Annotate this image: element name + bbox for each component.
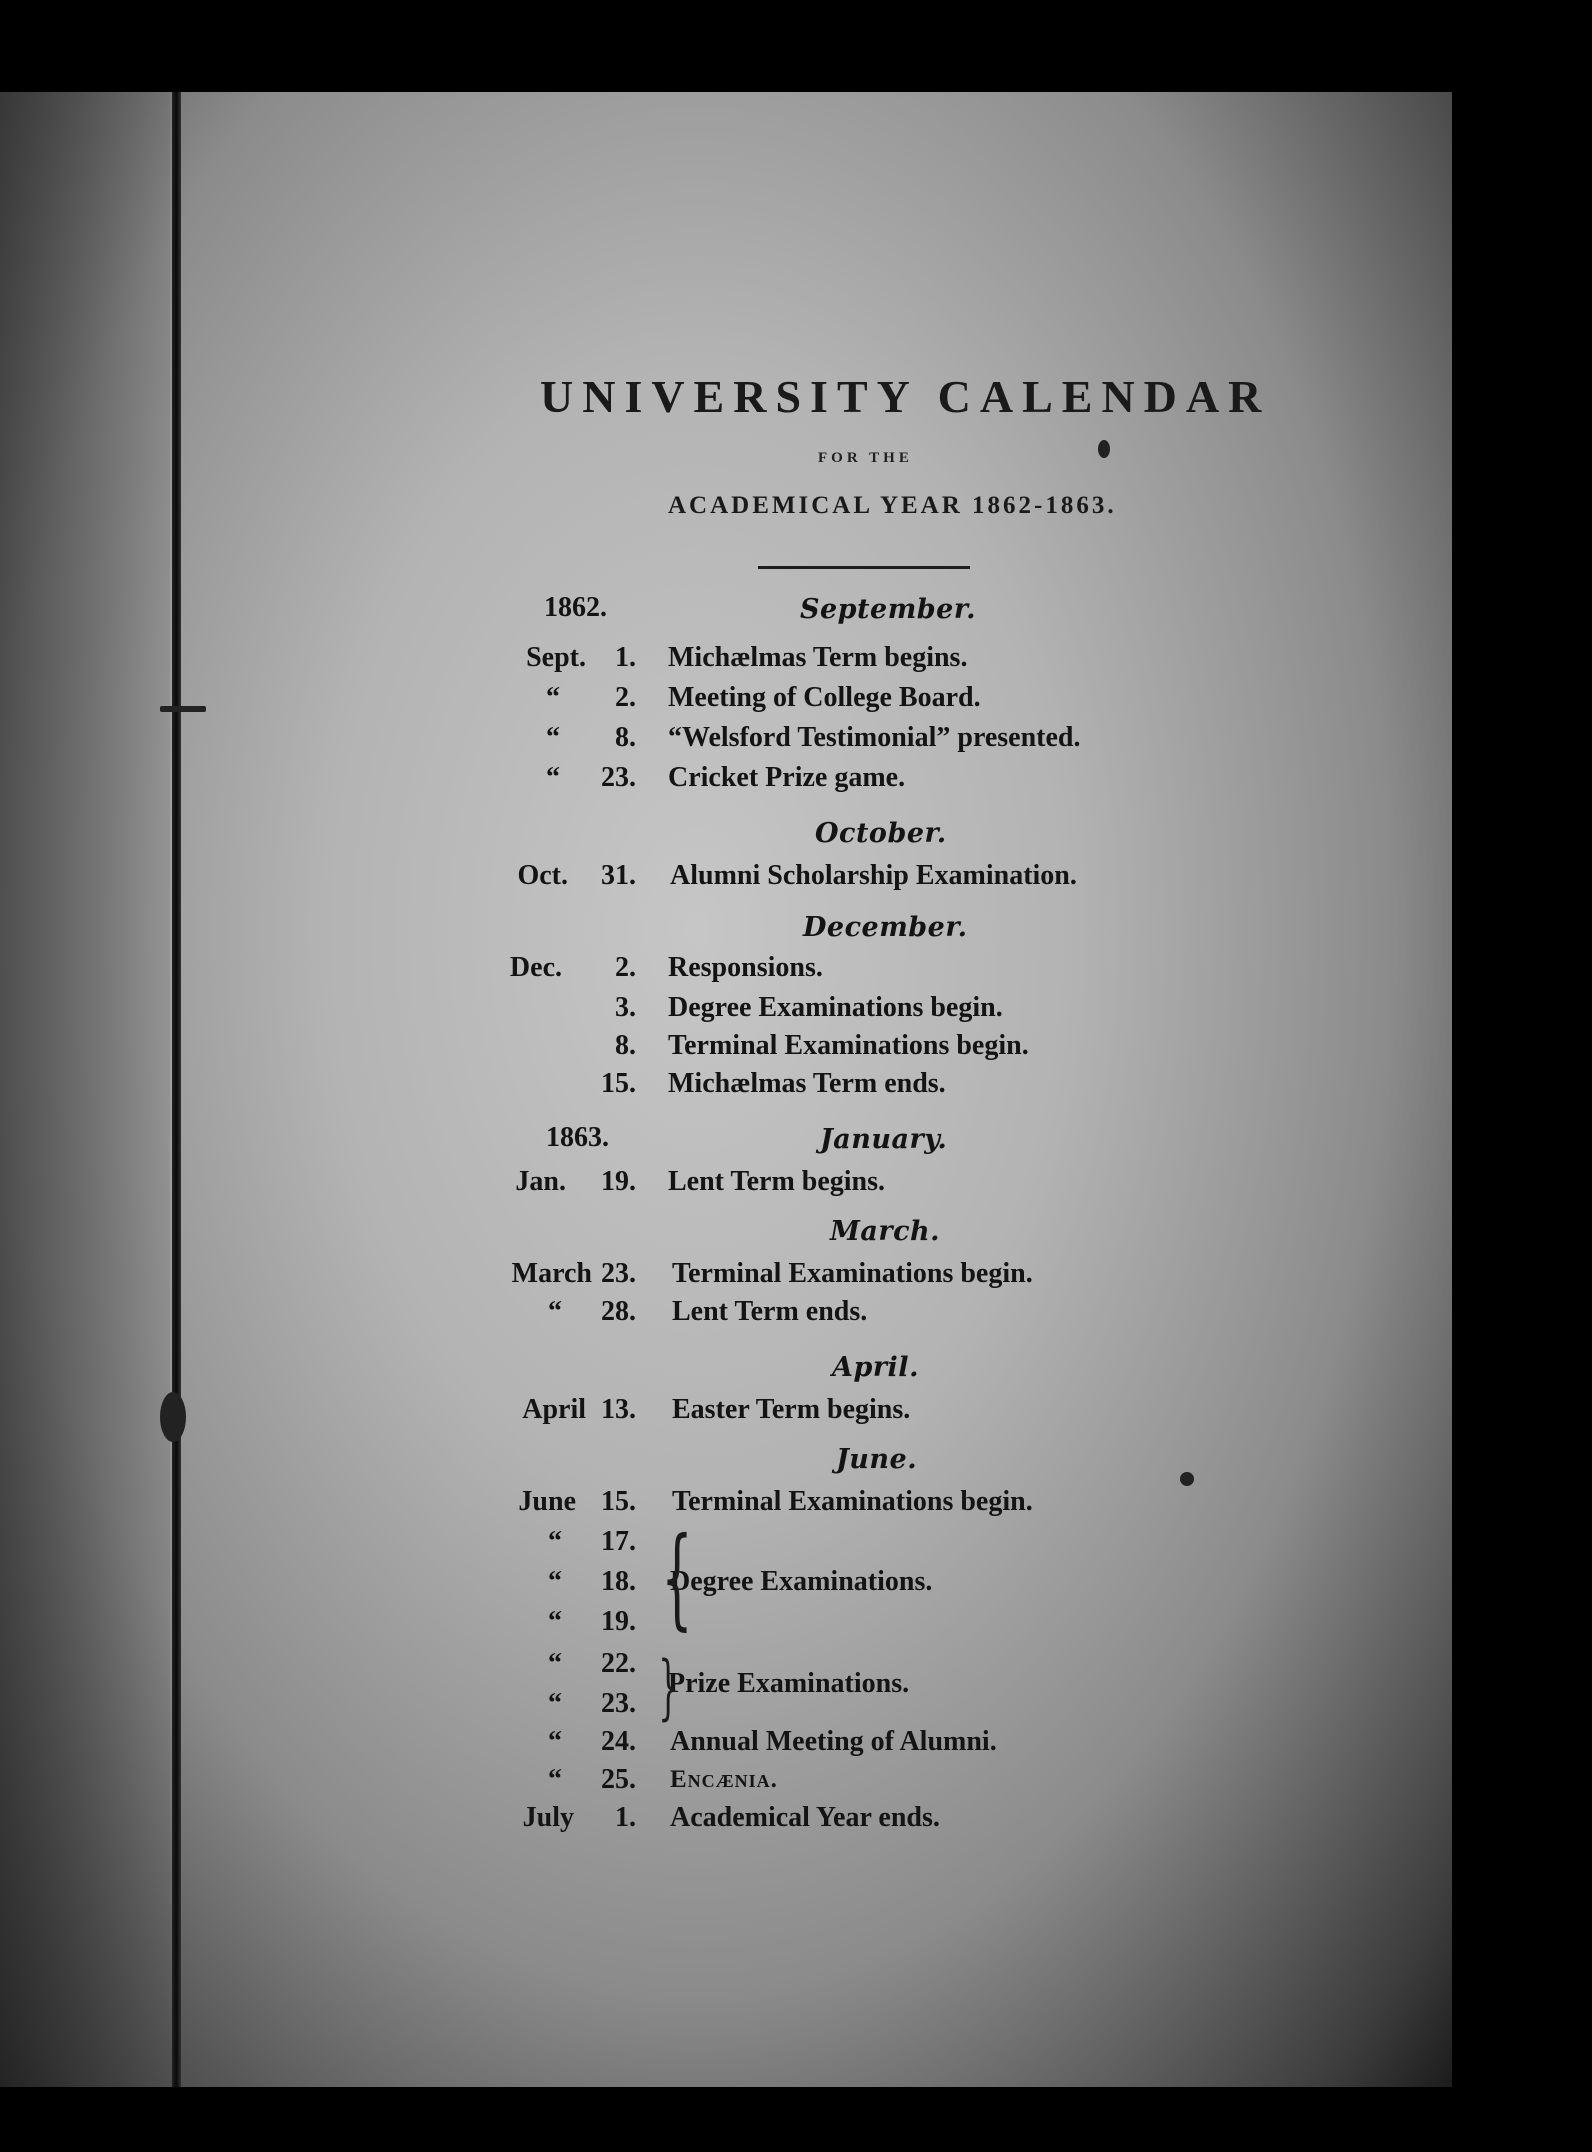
entry-day: 15.: [601, 1486, 636, 1517]
entry-day: 18.: [601, 1566, 636, 1597]
entry-day: 28.: [601, 1296, 636, 1327]
page-gutter-shadow: [0, 92, 170, 2087]
book-page: [0, 92, 1452, 2087]
entry-month: Sept.: [526, 642, 586, 673]
header-divider-rule: [758, 566, 970, 569]
entry-event: Alumni Scholarship Examination.: [670, 860, 1077, 891]
month-heading-april: April.: [832, 1352, 919, 1383]
entry-event: Degree Examinations begin.: [668, 992, 1003, 1023]
ink-blot-mark: [160, 706, 206, 712]
entry-event: “Welsford Testimonial” presented.: [668, 722, 1081, 753]
entry-month: “: [548, 1566, 562, 1597]
entry-month: Jan.: [515, 1166, 566, 1197]
entry-day: 23.: [601, 762, 636, 793]
entry-day: 19.: [601, 1166, 636, 1197]
month-heading-october: October.: [815, 818, 947, 849]
entry-day: 17.: [601, 1526, 636, 1557]
grouping-brace: {: [661, 1513, 693, 1641]
entry-month: “: [548, 1296, 562, 1327]
entry-day: 8.: [615, 722, 636, 753]
entry-month: “: [548, 1764, 562, 1795]
entry-day: 1.: [615, 642, 636, 673]
ink-blot-mark: [1098, 440, 1110, 458]
entry-event: Terminal Examinations begin.: [672, 1486, 1033, 1517]
entry-day: 22.: [601, 1648, 636, 1679]
entry-day: 13.: [601, 1394, 636, 1425]
entry-month: “: [548, 1606, 562, 1637]
entry-event: Encænia.: [670, 1766, 778, 1793]
entry-event: Annual Meeting of Alumni.: [670, 1726, 997, 1757]
entry-month: “: [548, 1726, 562, 1757]
entry-event: Meeting of College Board.: [668, 682, 981, 713]
month-heading-september: September.: [800, 594, 976, 625]
year-heading: 1863.: [546, 1122, 609, 1153]
month-heading-december: December.: [803, 912, 968, 943]
month-heading-june: June.: [836, 1444, 918, 1475]
entry-day: 23.: [601, 1258, 636, 1289]
entry-month: July: [522, 1802, 574, 1833]
entry-day: 1.: [615, 1802, 636, 1833]
entry-event: Easter Term begins.: [672, 1394, 911, 1425]
page-subtitle: ACADEMICAL YEAR 1862-1863.: [668, 492, 1117, 519]
entry-day: 25.: [601, 1764, 636, 1795]
entry-day: 15.: [601, 1068, 636, 1099]
entry-month: March: [511, 1258, 592, 1289]
entry-event: Academical Year ends.: [670, 1802, 940, 1833]
entry-day: 2.: [615, 682, 636, 713]
ink-blot-mark: [160, 1392, 186, 1442]
entry-event: Terminal Examinations begin.: [672, 1258, 1033, 1289]
entry-day: 2.: [615, 952, 636, 983]
book-spine-line: [172, 92, 181, 2087]
entry-day: 24.: [601, 1726, 636, 1757]
page-title-connector: FOR THE: [818, 450, 913, 466]
entry-month: “: [546, 762, 560, 793]
ink-blot-mark: [1180, 1472, 1194, 1486]
entry-event: Cricket Prize game.: [668, 762, 906, 793]
entry-event: Terminal Examinations begin.: [668, 1030, 1029, 1061]
entry-month: June: [518, 1486, 576, 1517]
entry-month: “: [546, 722, 560, 753]
entry-month: “: [546, 682, 560, 713]
entry-day: 8.: [615, 1030, 636, 1061]
entry-event: Michælmas Term ends.: [668, 1068, 946, 1099]
entry-day: 23.: [601, 1688, 636, 1719]
entry-event: Degree Examinations.: [670, 1566, 933, 1597]
entry-event: Prize Examinations.: [668, 1668, 910, 1699]
entry-month: “: [548, 1688, 562, 1719]
month-heading-january: January.: [820, 1124, 948, 1155]
entry-day: 3.: [615, 992, 636, 1023]
page-title: UNIVERSITY CALENDAR: [540, 371, 1271, 422]
entry-month: Dec.: [509, 952, 562, 983]
month-heading-march: March.: [830, 1216, 941, 1247]
entry-month: “: [548, 1526, 562, 1557]
entry-event: Lent Term begins.: [668, 1166, 886, 1197]
entry-month: April: [522, 1394, 586, 1425]
entry-day: 31.: [601, 860, 636, 891]
entry-month: Oct.: [517, 860, 568, 891]
entry-event: Responsions.: [668, 952, 823, 983]
grouping-brace: }: [658, 1646, 679, 1728]
entry-day: 19.: [601, 1606, 636, 1637]
entry-month: “: [548, 1648, 562, 1679]
entry-event: Michælmas Term begins.: [668, 642, 968, 673]
year-heading: 1862.: [544, 592, 607, 623]
entry-event: Lent Term ends.: [672, 1296, 868, 1327]
